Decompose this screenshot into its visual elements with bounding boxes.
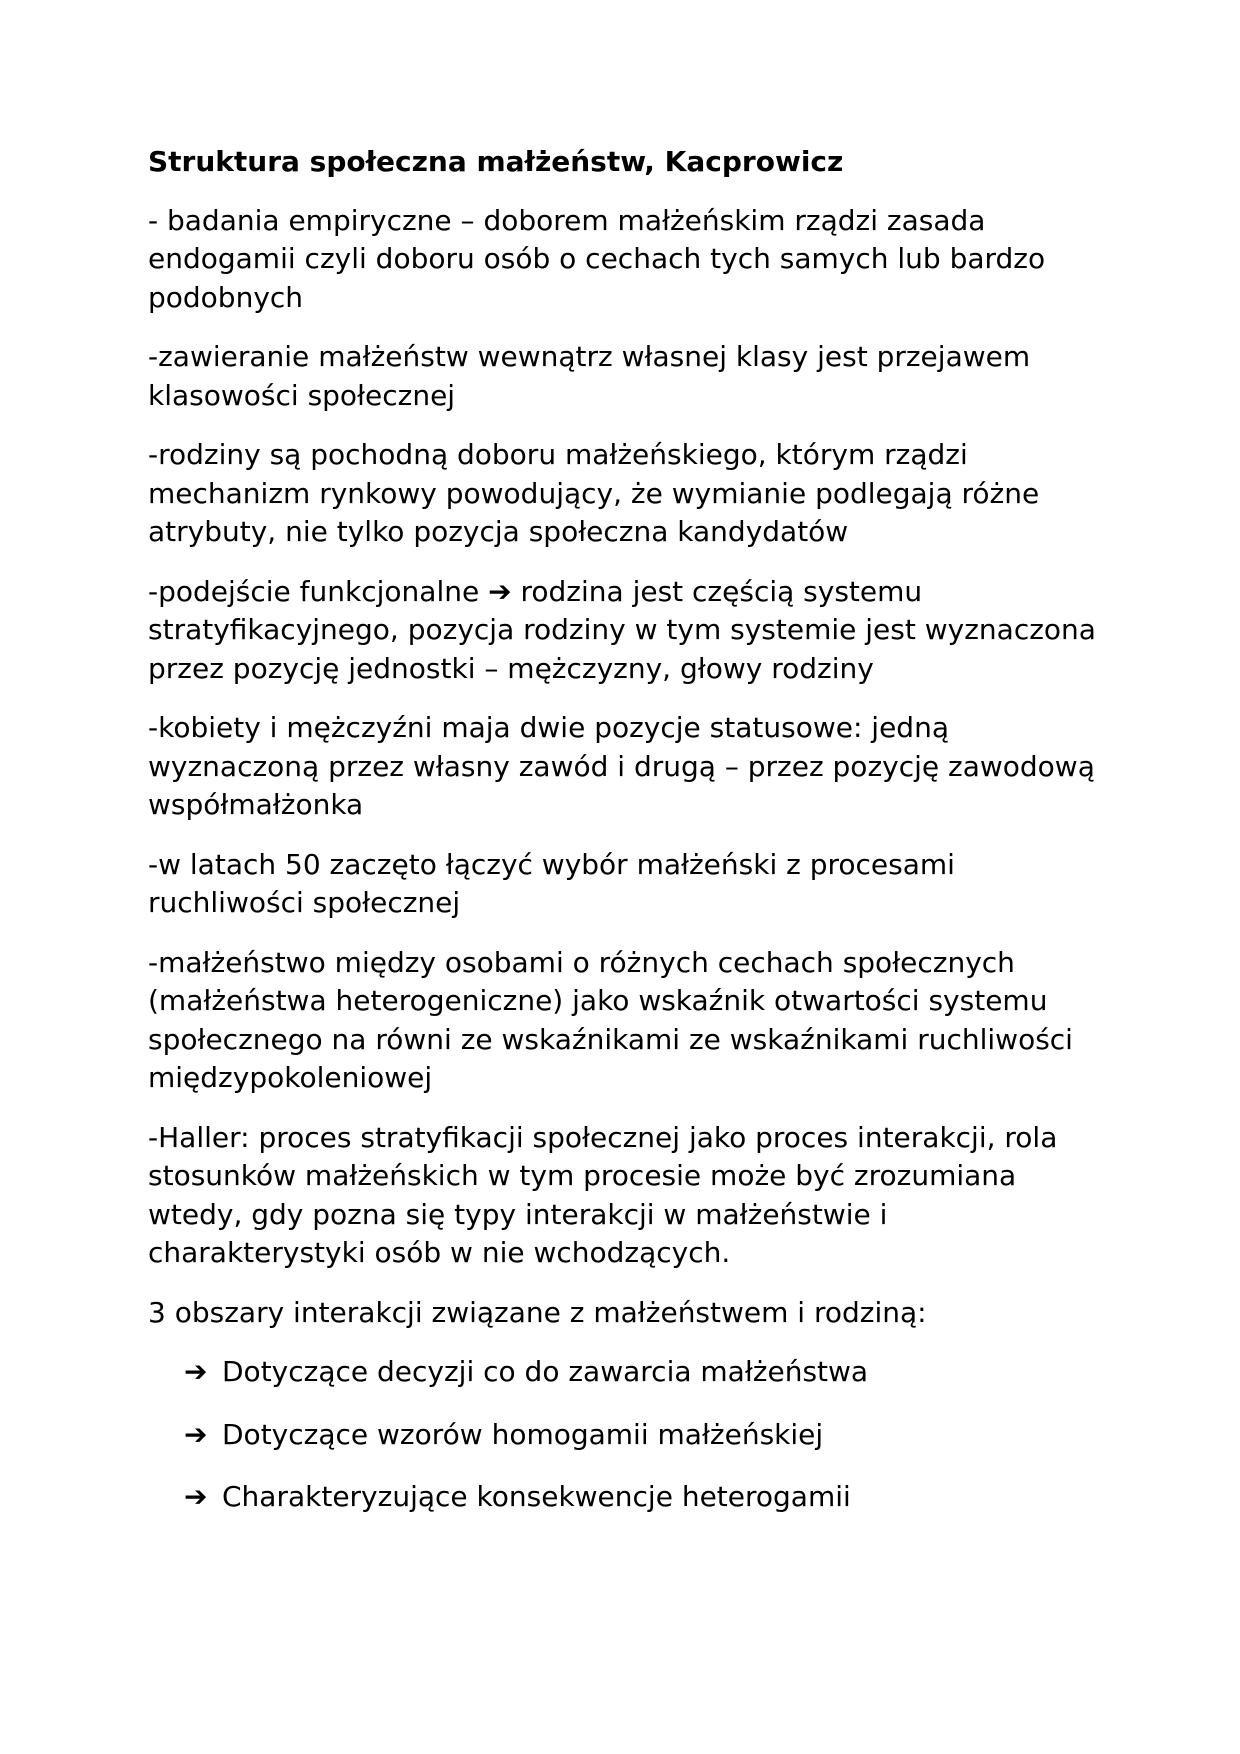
list-item — [184, 1353, 1108, 1392]
paragraph-heterogeneous-marriages: -małżeństwo między osobami o różnych cechach społecznych (małżeństwa heterogeniczne) jako wskaźnik otwartości systemu społecznego na równi ze wskaźnikami ze wskaźnikami ruchliwości międzypokoleniowej — [148, 945, 1073, 1094]
right-arrow-icon: ➔ — [184, 1417, 208, 1451]
list-item — [184, 1416, 1108, 1455]
paragraph-interaction-areas: 3 obszary interakcji związane z małżeństwem i rodziną: — [148, 1295, 927, 1329]
paragraph-mobility-1950s: -w latach 50 zaczęto łączyć wybór małżeński z procesami ruchliwości społecznej — [148, 847, 955, 919]
paragraph-haller: -Haller: proces stratyfikacji społecznej jako proces interakcji, rola stosunków małżeńskich w tym procesie może być zrozumiana wtedy, gdy pozna się typy interakcji w małżeństwie i charakterystyki osób w nie wchodzących. — [148, 1120, 1058, 1269]
paragraph-market-mechanism: -rodziny są pochodną doboru małżeńskiego, którym rządzi mechanizm rynkowy powodujący, że wymianie podlegają różne atrybuty, nie tylko pozycja społeczna kandydatów — [148, 438, 1040, 548]
right-arrow-icon: ➔ — [184, 1480, 208, 1513]
list-item-label: Dotyczące wzorów homogamii małżeńskiej — [222, 1417, 824, 1451]
functional-approach-text: rodzina jest częścią systemu stratyfikacyjnego, pozycja rodziny w tym systemie jest wyznaczona przez pozycję jednostki – mężczyzny, głowy rodziny — [148, 574, 1096, 685]
paragraph-status-positions: -kobiety i mężczyźni maja dwie pozycje statusowe: jedną wyznaczoną przez własny zawód i drugą – przez pozycję zawodową współmałżonka — [148, 711, 1095, 821]
paragraph-endogamy: - badania empiryczne – doborem małżeńskim rządzi zasada endogamii czyli doboru osób o cechach tych samych lub bardzo podobnych — [148, 203, 1046, 314]
right-arrow-icon: ➔ — [488, 574, 512, 608]
list-item — [184, 1478, 1108, 1517]
right-arrow-icon: ➔ — [184, 1355, 208, 1388]
list-item-label: Dotyczące decyzji co do zawarcia małżeństwa — [222, 1355, 869, 1388]
list-item-label: Charakteryzujące konsekwencje heterogamii — [222, 1480, 851, 1513]
functional-approach-lead: -podejście funkcjonalne — [148, 574, 480, 608]
document-body — [148, 143, 1108, 1541]
document-title: Struktura społeczna małżeństw, Kacprowicz — [148, 145, 844, 178]
paragraph-functional-approach — [148, 573, 1108, 689]
paragraph-class-marriage: -zawieranie małżeństw wewnątrz własnej klasy jest przejawem klasowości społecznej — [148, 340, 1031, 412]
